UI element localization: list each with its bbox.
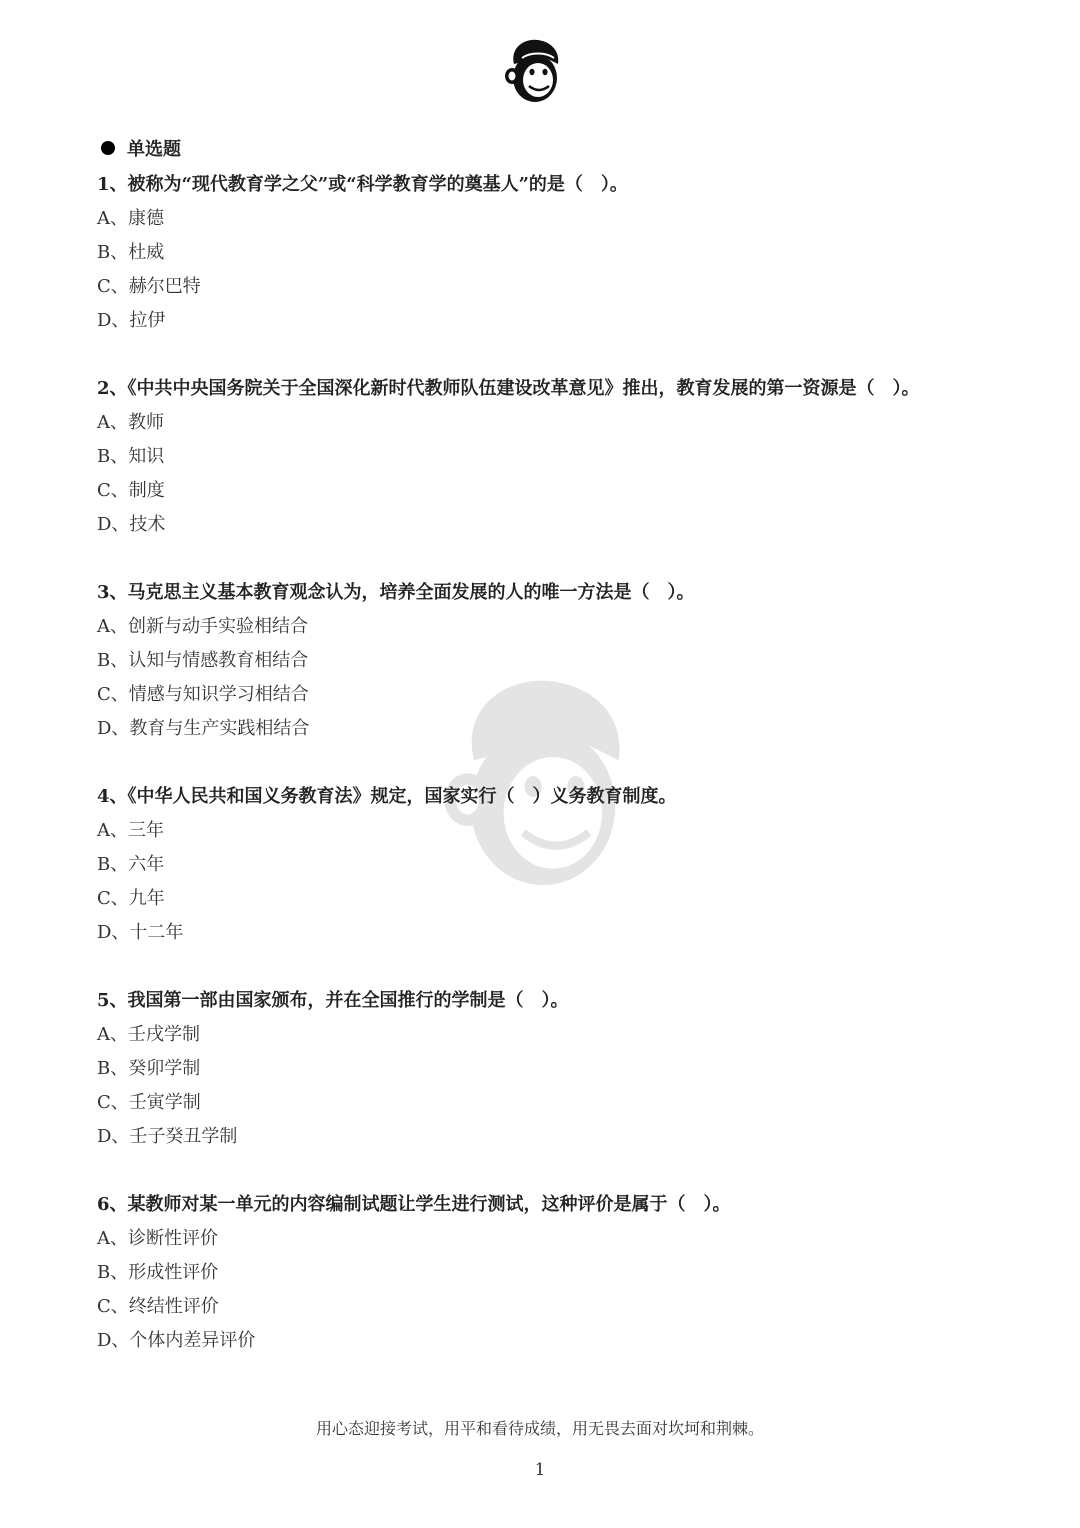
question-5 — [97, 984, 997, 1154]
question-list — [97, 134, 997, 1392]
question-4 — [97, 780, 997, 950]
option-c: C、情感与知识学习相结合 — [97, 684, 309, 705]
option-b: B、六年 — [97, 854, 165, 875]
option-b: B、杜威 — [97, 242, 165, 263]
option-b: B、形成性评价 — [97, 1262, 219, 1283]
question-text: 5、我国第一部由国家颁布，并在全国推行的学制是（ ）。 — [97, 990, 569, 1011]
question-2 — [97, 372, 997, 542]
option-a: A、康德 — [97, 208, 164, 229]
option-c: C、九年 — [97, 888, 165, 909]
option-c: C、赫尔巴特 — [97, 276, 201, 297]
bullet-icon — [101, 141, 115, 155]
option-d: D、教育与生产实践相结合 — [97, 718, 310, 739]
option-b: B、癸卯学制 — [97, 1058, 201, 1079]
question-3 — [97, 576, 997, 746]
option-d: D、个体内差异评价 — [97, 1330, 256, 1351]
question-text: 2、《中共中央国务院关于全国深化新时代教师队伍建设改革意见》推出，教育发展的第一资源是（ ）。 — [97, 378, 920, 399]
question-text: 6、某教师对某一单元的内容编制试题让学生进行测试，这种评价是属于（ ）。 — [97, 1194, 731, 1215]
question-text: 1、被称为“现代教育学之父”或“科学教育学的奠基人”的是（ ）。 — [97, 174, 628, 195]
section-title: 单选题 — [127, 139, 181, 160]
page-number: 1 — [534, 1460, 546, 1480]
option-d: D、拉伊 — [97, 310, 166, 331]
option-c: C、制度 — [97, 480, 165, 501]
question-text: 4、《中华人民共和国义务教育法》规定，国家实行（ ）义务教育制度。 — [97, 786, 677, 807]
option-d: D、技术 — [97, 514, 166, 535]
option-b: B、知识 — [97, 446, 165, 467]
option-d: D、壬子癸丑学制 — [97, 1126, 238, 1147]
footer-motto: 用心态迎接考试，用平和看待成绩，用无畏去面对坎坷和荆棘。 — [315, 1419, 764, 1438]
option-d: D、十二年 — [97, 922, 184, 943]
question-text: 3、马克思主义基本教育观念认为，培养全面发展的人的唯一方法是（ ）。 — [97, 582, 695, 603]
question-1 — [97, 168, 997, 338]
question-6 — [97, 1188, 997, 1358]
option-a: A、三年 — [97, 820, 164, 841]
option-a: A、诊断性评价 — [97, 1228, 218, 1249]
option-a: A、创新与动手实验相结合 — [97, 616, 308, 637]
section-heading — [97, 134, 997, 162]
option-a: A、壬戌学制 — [97, 1024, 200, 1045]
option-a: A、教师 — [97, 412, 164, 433]
option-c: C、壬寅学制 — [97, 1092, 201, 1113]
option-b: B、认知与情感教育相结合 — [97, 650, 309, 671]
monkey-mascot-icon — [500, 34, 570, 106]
option-c: C、终结性评价 — [97, 1296, 219, 1317]
